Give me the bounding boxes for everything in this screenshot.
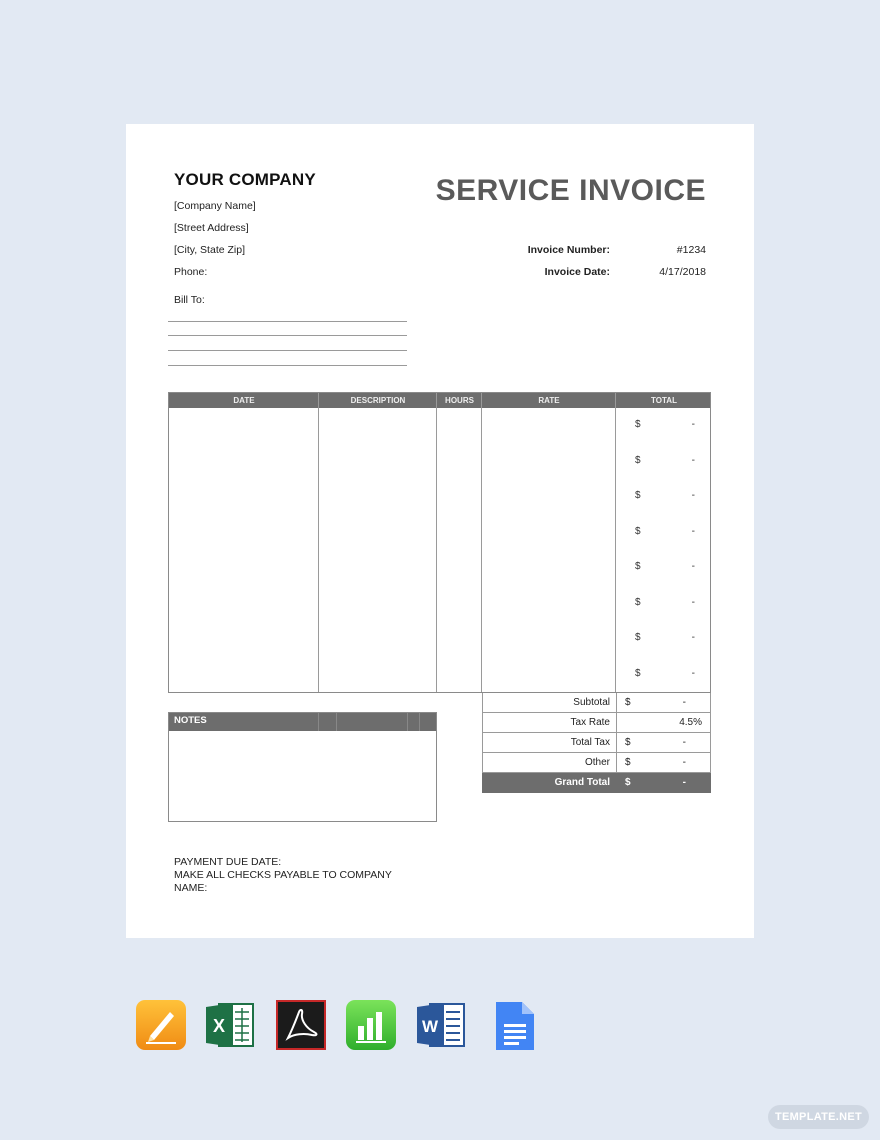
table-row bbox=[617, 455, 711, 469]
grand-total-value: - bbox=[682, 777, 686, 788]
row-total: - bbox=[691, 632, 695, 643]
header-total: TOTAL bbox=[651, 396, 677, 405]
total-tax-label: Total Tax bbox=[570, 737, 610, 748]
bill-to-line bbox=[168, 335, 407, 336]
header-rate: RATE bbox=[538, 396, 560, 405]
column-divider bbox=[318, 393, 319, 692]
table-row bbox=[617, 668, 711, 682]
excel-icon[interactable] bbox=[205, 1000, 255, 1050]
subtotal-row bbox=[482, 693, 711, 713]
row-currency: $ bbox=[635, 526, 641, 537]
header-date: DATE bbox=[233, 396, 255, 405]
table-row bbox=[617, 632, 711, 646]
table-header bbox=[169, 393, 710, 408]
total-tax-row bbox=[482, 733, 711, 753]
row-total: - bbox=[691, 455, 695, 466]
table-row bbox=[617, 490, 711, 504]
header-description: DESCRIPTION bbox=[350, 396, 406, 405]
subtotal-currency: $ bbox=[625, 697, 631, 708]
row-currency: $ bbox=[635, 561, 641, 572]
header-hours: HOURS bbox=[445, 396, 474, 405]
items-table bbox=[168, 392, 711, 693]
invoice-number: #1234 bbox=[676, 244, 706, 256]
pages-icon[interactable] bbox=[136, 1000, 186, 1050]
grand-total-row bbox=[482, 773, 711, 793]
other-row bbox=[482, 753, 711, 773]
row-currency: $ bbox=[635, 419, 641, 430]
other-value: - bbox=[682, 757, 686, 768]
company-title: YOUR COMPANY bbox=[174, 170, 316, 189]
excel-letter: X bbox=[212, 1016, 226, 1036]
subtotal-value: - bbox=[682, 697, 686, 708]
total-tax-currency: $ bbox=[625, 737, 631, 748]
other-label: Other bbox=[584, 757, 610, 768]
word-letter: W bbox=[421, 1017, 439, 1036]
city-state-zip: [City, State Zip] bbox=[174, 244, 245, 256]
payment-due-date: PAYMENT DUE DATE: bbox=[174, 856, 282, 868]
row-total: - bbox=[691, 561, 695, 572]
row-total: - bbox=[691, 597, 695, 608]
tax-rate-row bbox=[482, 713, 711, 733]
payment-terms bbox=[174, 856, 414, 895]
tax-rate-value: 4.5% bbox=[679, 717, 702, 728]
word-icon[interactable] bbox=[416, 1000, 466, 1050]
row-total: - bbox=[691, 668, 695, 679]
row-currency: $ bbox=[635, 632, 641, 643]
street-address: [Street Address] bbox=[174, 222, 249, 234]
company-name: [Company Name] bbox=[174, 200, 256, 212]
table-row bbox=[617, 526, 711, 540]
row-total: - bbox=[691, 526, 695, 537]
grand-total-currency: $ bbox=[625, 777, 631, 788]
row-currency: $ bbox=[635, 668, 641, 679]
grand-total-label: Grand Total bbox=[554, 777, 610, 788]
column-divider bbox=[615, 393, 616, 692]
notes-header bbox=[169, 713, 436, 731]
tax-rate-label: Tax Rate bbox=[570, 717, 610, 728]
google-docs-icon[interactable] bbox=[494, 1000, 536, 1050]
invoice-document bbox=[126, 124, 754, 938]
row-total: - bbox=[691, 419, 695, 430]
table-row bbox=[617, 419, 711, 433]
subtotal-label: Subtotal bbox=[573, 697, 610, 708]
column-divider bbox=[481, 393, 482, 692]
notes-label: NOTES bbox=[174, 715, 207, 726]
phone-label: Phone: bbox=[174, 266, 208, 278]
pdf-icon[interactable] bbox=[276, 1000, 326, 1050]
checks-payable: MAKE ALL CHECKS PAYABLE TO COMPANY NAME: bbox=[174, 869, 392, 894]
other-currency: $ bbox=[625, 757, 631, 768]
invoice-date-label: Invoice Date: bbox=[544, 266, 610, 278]
notes-box bbox=[168, 712, 437, 822]
invoice-date: 4/17/2018 bbox=[659, 266, 706, 278]
invoice-title: SERVICE INVOICE bbox=[435, 174, 706, 207]
bill-to-line bbox=[168, 321, 407, 322]
numbers-icon[interactable] bbox=[346, 1000, 396, 1050]
table-row bbox=[617, 597, 711, 611]
column-divider bbox=[436, 393, 437, 692]
bill-to-label: Bill To: bbox=[174, 294, 205, 306]
row-currency: $ bbox=[635, 455, 641, 466]
row-currency: $ bbox=[635, 490, 641, 501]
total-tax-value: - bbox=[682, 737, 686, 748]
bill-to-line bbox=[168, 350, 407, 351]
row-total: - bbox=[691, 490, 695, 501]
bill-to-line bbox=[168, 365, 407, 366]
table-row bbox=[617, 561, 711, 575]
template-watermark: TEMPLATE.NET bbox=[768, 1105, 869, 1129]
invoice-number-label: Invoice Number: bbox=[527, 244, 610, 256]
row-currency: $ bbox=[635, 597, 641, 608]
